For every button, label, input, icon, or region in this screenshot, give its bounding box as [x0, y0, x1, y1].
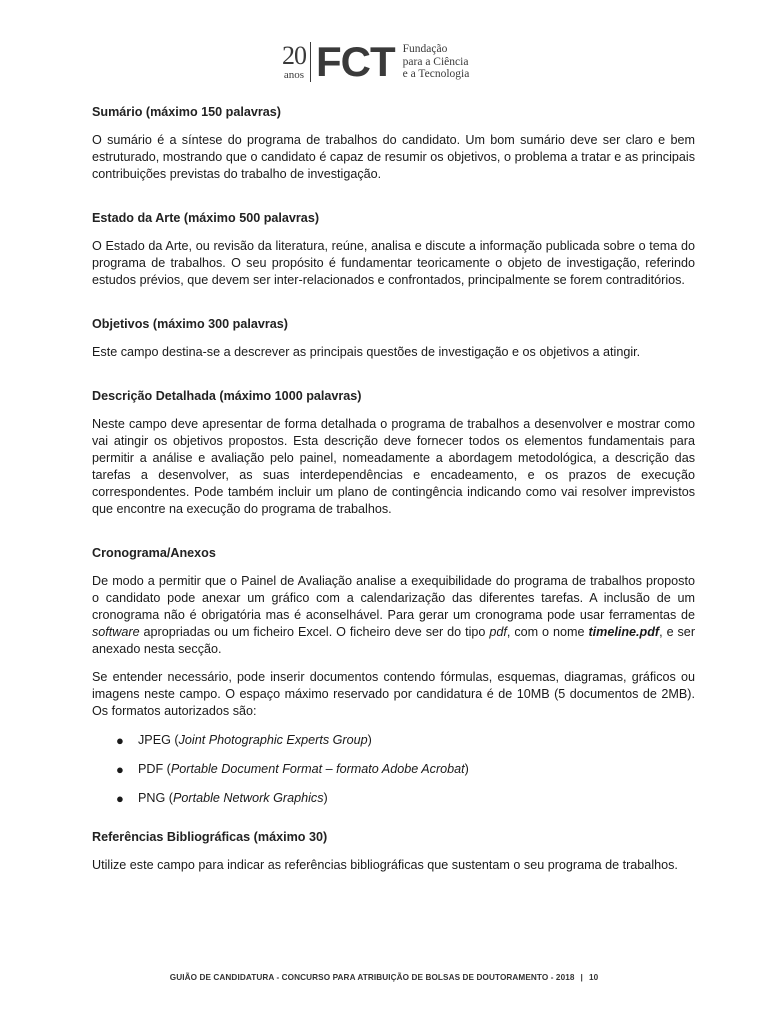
- document-body: [92, 104, 695, 901]
- section-heading: Estado da Arte (máximo 500 palavras): [92, 211, 320, 225]
- logo-tagline: [403, 43, 470, 81]
- section-referencias: [92, 829, 695, 874]
- formats-list: [92, 732, 695, 807]
- text-run: , com o nome: [506, 625, 589, 639]
- paren: ): [323, 791, 328, 805]
- section-objetivos: [92, 316, 695, 361]
- list-item: [92, 790, 695, 807]
- text-run: De modo a permitir que o Painel de Avaliação analise a exequibilidade do programa de trabalhos proposto o candidato pode anexar um gráfico com a calendarização das diferentes tarefas. A inclusão de um cronograma não é obrigatória mas é aconselhável. Para gerar um cronograma pode usar ferramentas de: [92, 574, 695, 622]
- section-heading: Descrição Detalhada (máximo 1000 palavras): [92, 389, 362, 403]
- section-estado-arte: [92, 210, 695, 289]
- paren: (: [165, 791, 173, 805]
- page-footer: [0, 973, 768, 982]
- list-item: [92, 732, 695, 749]
- bullet-icon: ●: [116, 733, 124, 748]
- list-item: [92, 761, 695, 778]
- format-desc: Portable Network Graphics: [173, 791, 324, 805]
- paren: (: [170, 733, 179, 747]
- bullet-icon: ●: [116, 791, 124, 806]
- paren: (: [163, 762, 171, 776]
- section-heading: Referências Bibliográficas (máximo 30): [92, 830, 328, 844]
- anniversary-number: 20: [282, 41, 306, 70]
- section-text: [92, 573, 695, 658]
- anniversary-mark: [282, 43, 306, 81]
- section-text: O sumário é a síntese do programa de trabalhos do candidato. Um bom sumário deve ser claro e bem estruturado, mostrando que o candidato é capaz de resumir os objetivos, o problema a tratar e as principais contribuições previstas do trabalho de investigação.: [92, 133, 695, 181]
- section-text: Se entender necessário, pode inserir documentos contendo fórmulas, esquemas, diagramas, gráficos ou imagens neste campo. O espaço máximo reservado por candidatura é de 10MB (5 documentos de 2MB). Os formatos autorizados são:: [92, 670, 695, 718]
- italic-term: software: [92, 625, 140, 639]
- logo-divider: [310, 42, 311, 82]
- format-desc: Joint Photographic Experts Group: [178, 733, 368, 747]
- section-text: Neste campo deve apresentar de forma detalhada o programa de trabalhos a desenvolver e mostrar como vai atingir os objetivos propostos. Esta descrição deve fornecer todos os elementos fundamentais para permitir a análise e avaliação pelo painel, nomeadamente a abordagem metodológica, a descrição das tarefas a desenvolver, as suas interdependências e encadeamento, e os prazos de execução correspondentes. Pode também incluir um plano de contingência indicando como vai resolver imprevistos que encontre na execução do programa de trabalhos.: [92, 417, 695, 516]
- format-desc: Portable Document Format – formato Adobe Acrobat: [170, 762, 465, 776]
- fct-logo: [282, 40, 469, 84]
- anniversary-word: anos: [283, 69, 305, 81]
- logo-acronym: FCT: [316, 38, 395, 85]
- page-number: 10: [588, 973, 599, 982]
- text-run: , e ser anexado nesta secção.: [92, 625, 696, 656]
- paren: ): [367, 733, 372, 747]
- format-name: PNG: [138, 791, 166, 805]
- section-text: Este campo destina-se a descrever as principais questões de investigação e os objetivos a atingir.: [92, 345, 641, 359]
- section-text: Utilize este campo para indicar as referências bibliográficas que sustentam o seu programa de trabalhos.: [92, 858, 678, 872]
- text-run: apropriadas ou um ficheiro Excel. O ficheiro deve ser do tipo: [139, 625, 490, 639]
- section-sumario: [92, 104, 695, 183]
- footer-separator: |: [580, 973, 583, 982]
- section-heading: Objetivos (máximo 300 palavras): [92, 317, 288, 331]
- section-descricao: [92, 388, 695, 518]
- logo-tagline-line: e a Tecnologia: [402, 68, 470, 81]
- filename: timeline.pdf: [588, 625, 660, 639]
- format-name: JPEG: [138, 733, 171, 747]
- logo-tagline-line: para a Ciência: [402, 55, 469, 68]
- bullet-icon: ●: [116, 762, 124, 777]
- section-cronograma: [92, 545, 695, 807]
- paren: ): [464, 762, 469, 776]
- section-heading: Cronograma/Anexos: [92, 546, 216, 560]
- italic-term: pdf: [489, 625, 507, 639]
- footer-title: GUIÃO DE CANDIDATURA - CONCURSO PARA ATRIBUIÇÃO DE BOLSAS DE DOUTORAMENTO - 2018: [169, 973, 575, 982]
- format-name: PDF: [138, 762, 164, 776]
- section-heading: Sumário (máximo 150 palavras): [92, 105, 281, 119]
- section-text: O Estado da Arte, ou revisão da literatura, reúne, analisa e discute a informação publicada sobre o tema do programa de trabalhos. O seu propósito é fundamentar teoricamente o objeto de investigação, referindo estudos prévios, que devem ser inter-relacionados e confrontados, principalmente se forem contraditórios.: [92, 239, 695, 287]
- logo-tagline-line: Fundação: [402, 43, 448, 56]
